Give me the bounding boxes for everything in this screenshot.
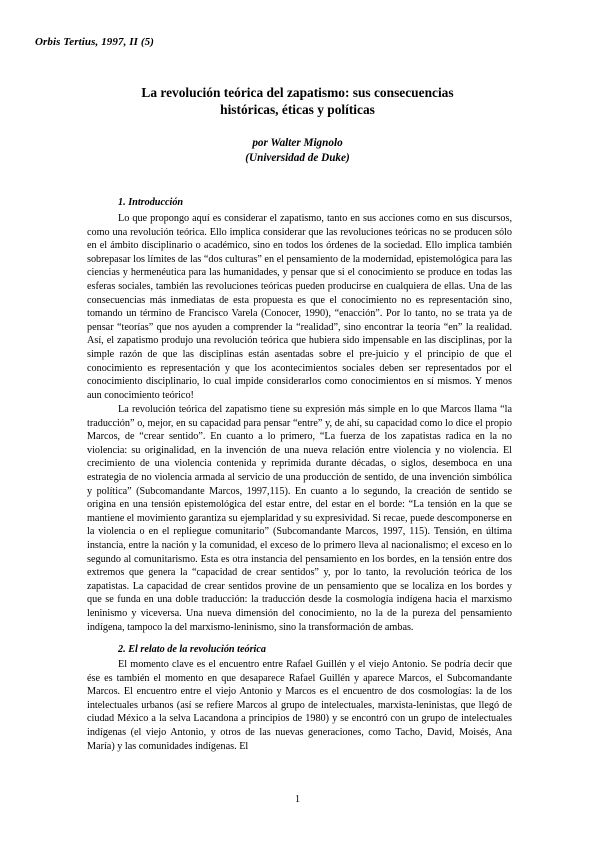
paragraph-1: Lo que propongo aquí es considerar el zapatismo, tanto en sus acciones como en sus discursos, como una revolución teórica. Ello implica considerar que las revoluciones teóricas no se producen sólo en el ámbito disciplinario o académico, sino en todos los órdenes de la sociedad. Ello implica también sobrepasar los límites de las “dos culturas” en el pensamiento de la modernidad, epistemológica para las ciencias y hermenéutica para las humanidades, y pensar que si el conocimiento se produce en todas las esferas sociales, también las revoluciones teóricas pueden producirse en cualquiera de ellas. Una de las consecuencias más inmediatas de esta propuesta es que el conocimiento no es representación sino, tomando un término de Francisco Varela (Conocer, 1990), “enacción”. Por lo tanto, no se trata ya de pensar “teorías” que nos ayuden a comprender la “realidad”, sino encontrar la teoría “en” la realidad. Así, el zapatismo produjo una revolución teórica que hubiera sido impensable en las disciplinas, por la simple razón de que las disciplinas están asentadas sobre el pre-juicio y el principio de que el conocimiento es representación y que los acontecimientos sociales deben ser representados por el conocimiento disciplinario, lo cual impide considerarlos como conocimientos en sí mismos. Y menos aun conocimiento teórico! [87, 213, 512, 401]
section-heading-introduction: 1. Introducción [118, 197, 184, 208]
title-line-1: La revolución teórica del zapatismo: sus consecuencias [141, 85, 454, 100]
paragraph-3: El momento clave es el encuentro entre Rafael Guillén y el viejo Antonio. Se podría decir que ése es también el momento en que desaparece Rafael Guillén y aparece Marcos, el Subcomandante Marcos. El encuentro entre el viejo Antonio y Marcos es el encuentro de dos cosmologías: la de los intelectuales urbanos (así se refiere Marcos al grupo de intelectuales, marxista-leninistas, que llegó de ciudad México a la selva Lacandona a principios de 1980) y se encontró con un grupo de intelectuales indígenas (el viejo Antonio, y otros de las nuevas generaciones, como Tacho, David, Moisés, Ana María) y las comunidades indígenas. El [87, 659, 512, 752]
journal-header: Orbis Tertius, 1997, II (5) [35, 36, 155, 48]
section-heading-relato: 2. El relato de la revolución teórica [118, 644, 266, 655]
title-line-2: históricas, éticas y políticas [220, 102, 375, 117]
byline [0, 136, 595, 166]
article-title [0, 84, 595, 118]
affiliation: (Universidad de Duke) [245, 152, 350, 164]
author: por Walter Mignolo [252, 137, 343, 149]
paragraph-2: La revolución teórica del zapatismo tiene su expresión más simple en lo que Marcos llama “la traducción” o, mejor, en su capacidad para pensar “entre” y, de ahí, su capacidad como lo dice el propio Marcos, de “crear sentido”. En cuanto a lo primero, “La fuerza de los zapatistas radica en la no violencia: su originalidad, en la invención de una nueva relación entre violencia y no violencia. El crecimiento de una violencia contenida y reprimida durante décadas, o siglos, desemboca en una estrategia de no violencia armada al servicio de una producción de sentido, de una invención simbólica y política” (Subcomandante Marcos, 1997,115). En cuanto a lo segundo, la creación de sentido se origina en una tensión epistemológica del estar entre, del estar en el borde: “La tensión en la que se mantiene el movimiento garantiza su ejemplaridad y su expresividad. Si recae, puede descomponerse en la violencia o en el repliegue comunitario” (Subcomandante Marcos, 1997, 115). Tensión, en última instancia, entre la nación y la comunidad, el exceso de lo primero lleva al nacionalismo; el exceso en lo segundo al comunitarismo. Esta es otra instancia del pensamiento en los bordes, en la tensión entre dos extremos que genera la “capacidad de crear sentidos” y, por lo tanto, la revolución teórica de los zapatistas. La capacidad de crear sentidos provine de un pensamiento que se localiza en los bordes y que se funda en una doble traducción: la traducción desde la cosmología indígena hacia el marxismo leninismo y viceversa. Una nueva dimensión del conocimiento, no la de la pureza del pensamiento indígena, tampoco la del marxismo-leninismo, sino la transformación de ambas. [87, 404, 512, 633]
page-number: 1 [295, 794, 300, 805]
